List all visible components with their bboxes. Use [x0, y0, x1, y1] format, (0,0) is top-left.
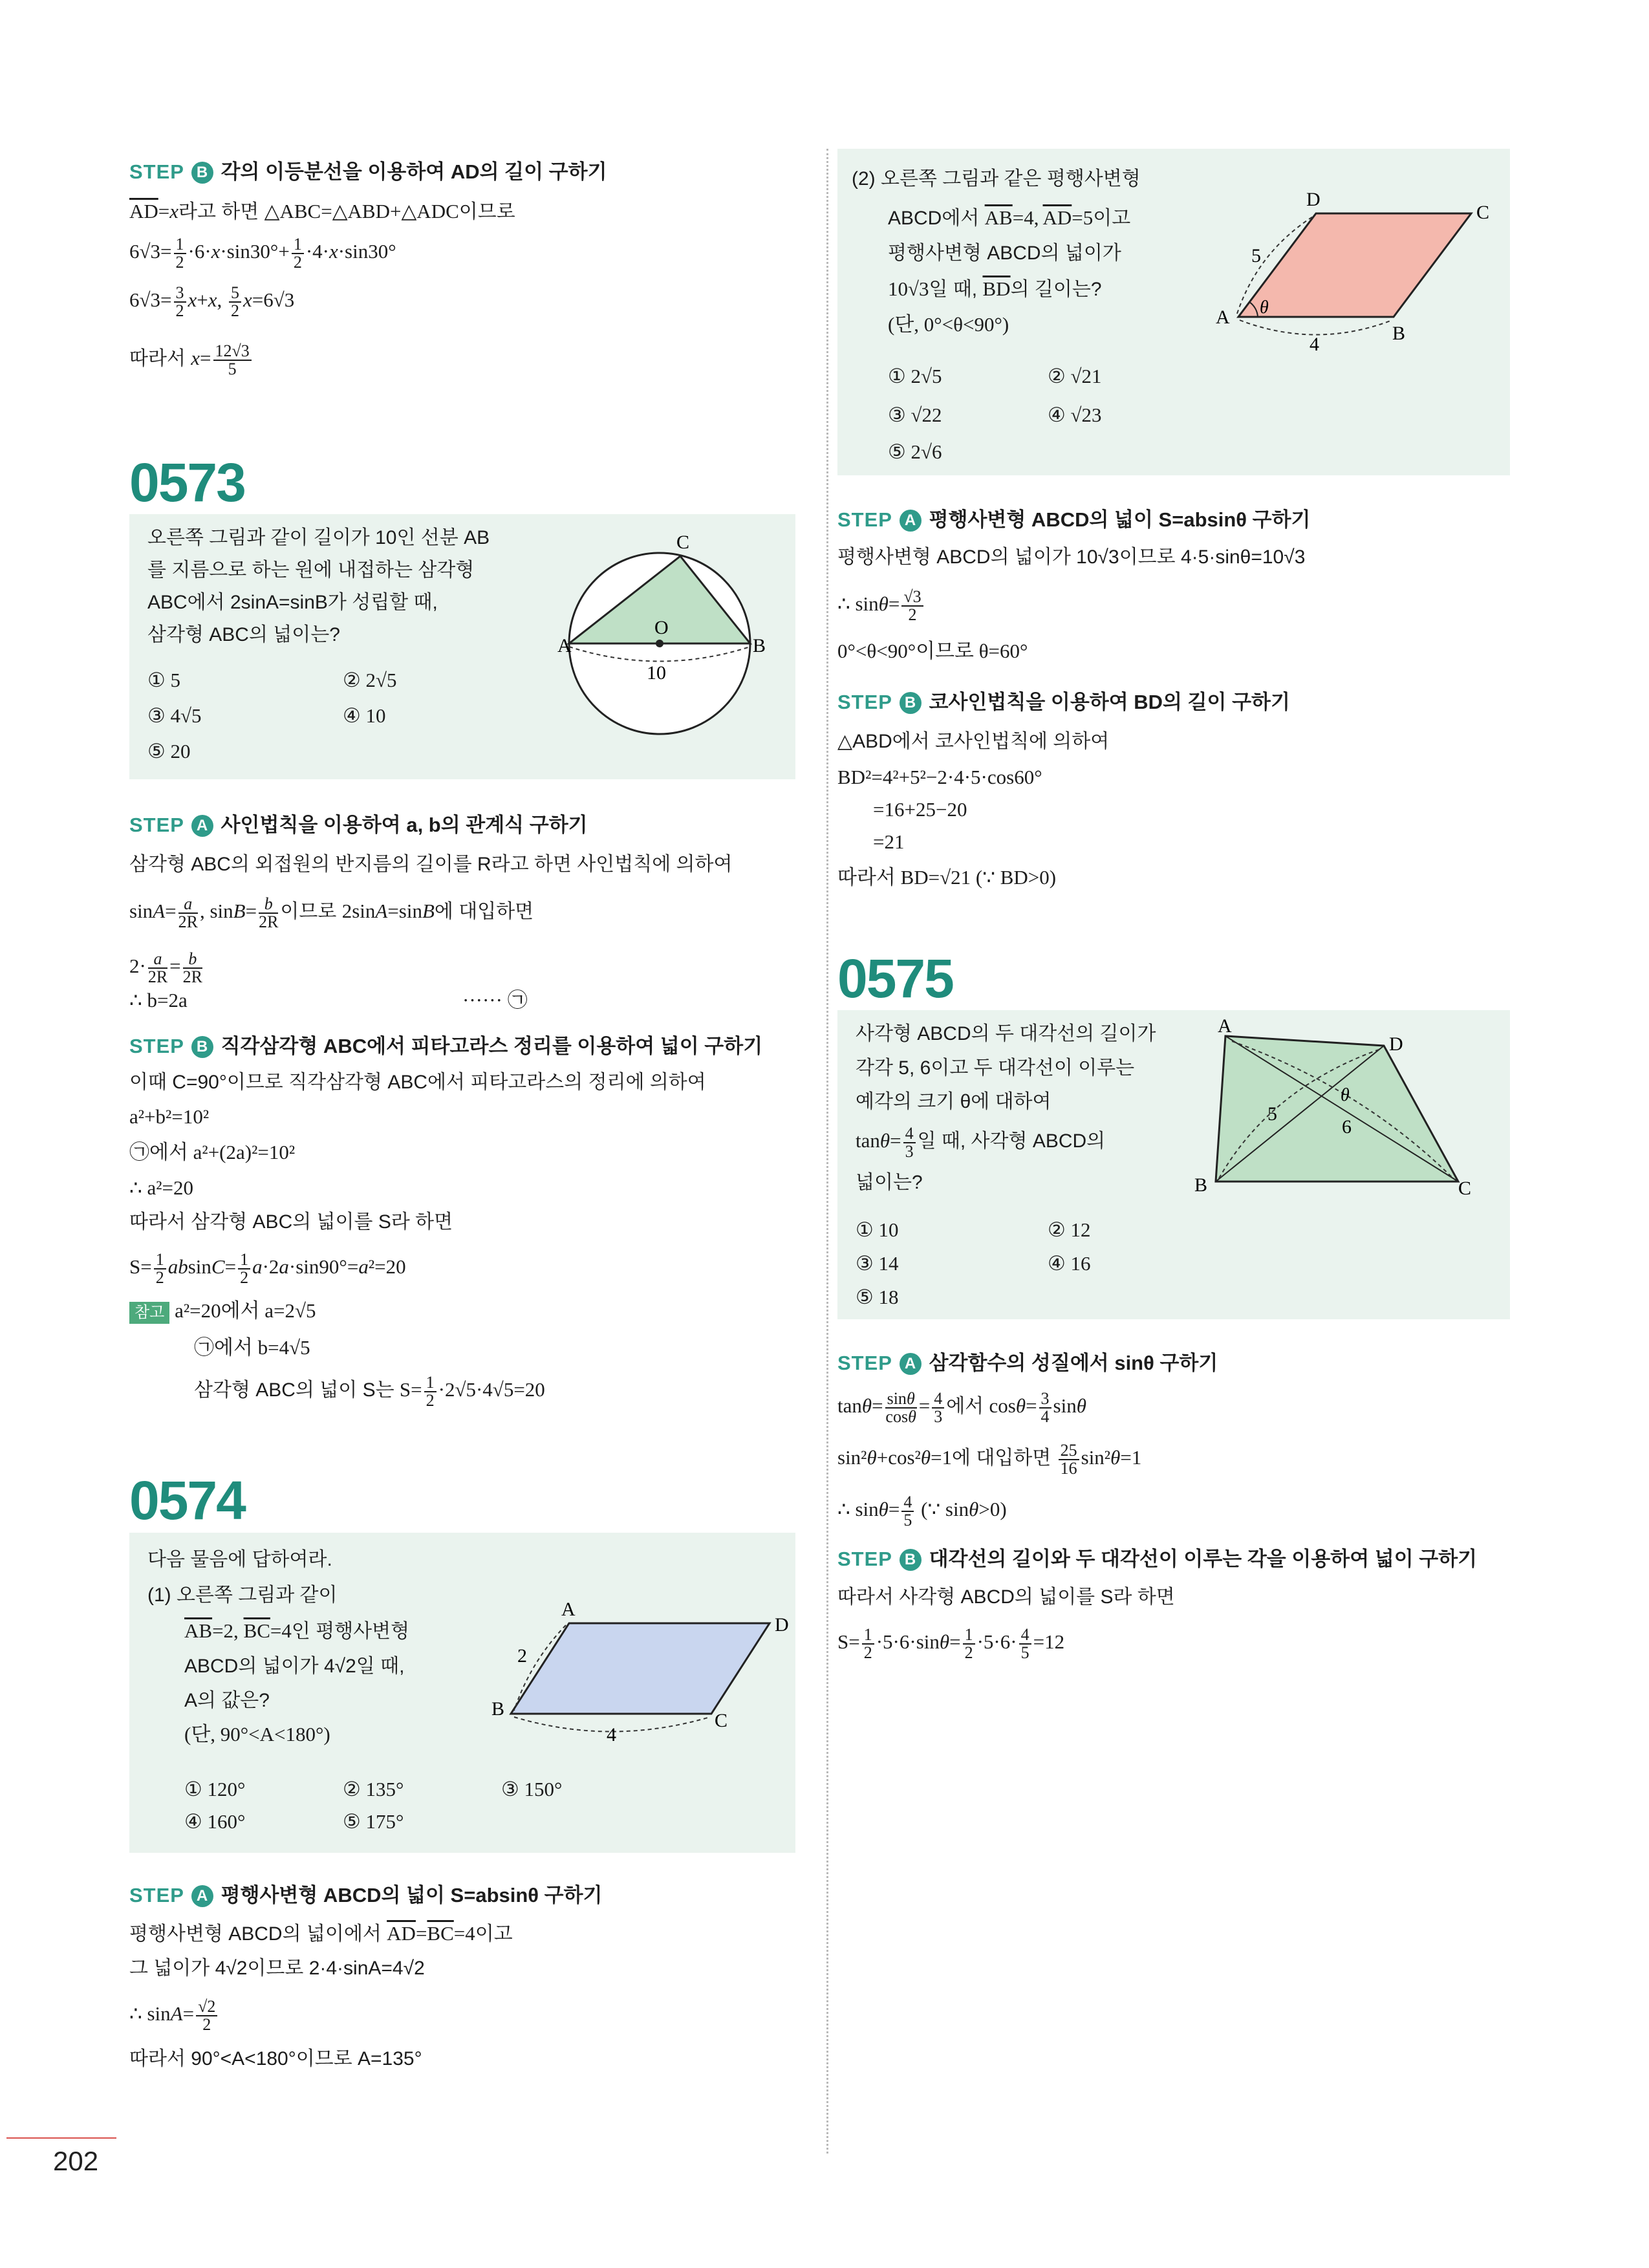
question-text: (단, 90°<A<180°): [184, 1723, 330, 1745]
equation-line: tanθ= $\frac{\sin\theta}{\cos\theta}$ = $\frac{4}{3}$ 에서 cosθ= $\frac{3}{4}$ sinθ: [837, 1389, 1086, 1426]
label-4: 4: [1310, 334, 1319, 355]
equation-line: sinA= $\frac{a}{2R}$ , sinB= $\frac{b}{2R}$ 이므로 2sinA=sinB에 대입하면: [129, 894, 534, 931]
text-line: 따라서 삼각형 ABC의 넓이를 S라 하면: [129, 1211, 453, 1233]
question-text: 넓이는?: [856, 1172, 923, 1193]
label-10: 10: [647, 662, 666, 684]
text-line: 따라서 사각형 ABCD의 넓이를 S라 하면: [837, 1586, 1175, 1608]
question-text: 10√3일 때, $\overline{BD}$의 길이는?: [888, 277, 1102, 300]
choice-5: ⑤ 175°: [343, 1810, 404, 1833]
question-text: tanθ= $\frac{4}{3}$ 일 때, 사각형 ABCD의: [856, 1124, 1106, 1161]
question-text: 를 지름으로 하는 원에 내접하는 삼각형: [147, 559, 475, 581]
text-line: 평행사변형 ABCD의 넓이에서 $\overline{AD}=\overline{BC}=4$이고: [129, 1922, 513, 1945]
label-A: A: [561, 1599, 576, 1620]
text-line: $\overline{AD}=x$라고 하면 △ABC=△ABD+△ADC이므로: [129, 200, 515, 222]
label-C: C: [715, 1710, 728, 1731]
equation-line: ∴ sinθ= $\frac{4}{5}$ (∵ sinθ>0): [837, 1493, 1007, 1529]
choice-4: ④ 10: [343, 704, 386, 727]
column-divider: [826, 149, 828, 2154]
choice-2: ② 2√5: [343, 669, 397, 691]
label-A: A: [1216, 307, 1230, 328]
question-box-0574-2: [837, 149, 1510, 475]
label-C: C: [676, 532, 690, 553]
equation-line: 2· $\frac{a}{2R}$ = $\frac{b}{2R}$: [129, 949, 202, 986]
text-line: 평행사변형 ABCD의 넓이가 10√3이므로 4·5·sinθ=10√3: [837, 546, 1306, 568]
parallelogram-figure-1: [466, 1539, 789, 1753]
question-number: 0575: [837, 948, 953, 1009]
page-number: 202: [53, 2146, 99, 2176]
reference-line: 삼각형 ABC의 넓이 S는 S= $\frac{1}{2}$ ·2√5·4√5=20: [194, 1373, 545, 1410]
choice-1: ① 120°: [184, 1778, 246, 1800]
question-number: 0573: [129, 452, 245, 513]
choice-2: ② 12: [1048, 1218, 1091, 1241]
choice-3: ③ 150°: [501, 1778, 563, 1800]
label-5: 5: [1267, 1103, 1277, 1125]
question-text: 오른쪽 그림과 같이 길이가 10인 선분 AB: [147, 527, 490, 548]
quadrilateral-figure: [1187, 1017, 1497, 1204]
question-text: 평행사변형 ABCD의 넓이가: [888, 243, 1121, 264]
equation-line: a²+b²=10²: [129, 1105, 210, 1128]
question-text: ABCD의 넓이가 4√2일 때,: [184, 1656, 405, 1677]
label-O: O: [654, 617, 669, 638]
step-a-heading-0575: STEP A 삼각함수의 성질에서 sinθ 구하기: [837, 1352, 1218, 1374]
equation-line: 6√3= $\frac{3}{2}$ x+x, $\frac{5}{2}$ x=6√3: [129, 283, 295, 320]
question-text: 삼각형 ABC의 넓이는?: [147, 624, 340, 645]
circle-triangle-figure: [543, 517, 789, 770]
choice-4: ④ 16: [1048, 1252, 1091, 1275]
equation-line: ㉠에서 a²+(2a)²=10²: [129, 1141, 296, 1163]
label-theta: θ: [1341, 1085, 1350, 1105]
label-4: 4: [607, 1724, 616, 1745]
choice-5: ⑤ 18: [856, 1286, 899, 1308]
equation-mark: ······ ㉠: [462, 989, 528, 1011]
question-box-0575: [837, 1010, 1510, 1319]
text-line: 따라서 90°<A<180°이므로 A=135°: [129, 2048, 422, 2069]
text-line: 그 넓이가 4√2이므로 2·4·sinA=4√2: [129, 1958, 425, 1979]
choice-1: ① 5: [147, 669, 181, 691]
label-6: 6: [1342, 1116, 1352, 1138]
label-D: D: [1306, 189, 1320, 210]
label-D: D: [1389, 1033, 1403, 1055]
choice-2: ② √21: [1048, 365, 1102, 387]
question-text: (1) 오른쪽 그림과 같이: [147, 1584, 338, 1606]
equation-line: sin²θ+cos²θ=1에 대입하면 $\frac{25}{16}$ sin²θ=1: [837, 1441, 1142, 1478]
label-B: B: [1194, 1174, 1208, 1196]
choice-3: ③ 4√5: [147, 704, 202, 727]
question-number: 0574: [129, 1470, 245, 1531]
choice-1: ① 2√5: [888, 365, 942, 387]
page-number-rule: [6, 2137, 116, 2139]
equation-line: ∴ sinθ= $\frac{√3}{2}$: [837, 589, 925, 623]
step-a-heading-0573: STEP A 사인법칙을 이용하여 a, b의 관계식 구하기: [129, 814, 588, 836]
equation-line: BD²=4²+5²−2·4·5·cos60°: [837, 766, 1042, 788]
step-a-heading-0574-1: STEP A 평행사변형 ABCD의 넓이 S=absinθ 구하기: [129, 1884, 603, 1906]
text-line: 이때 C=90°이므로 직각삼각형 ABC에서 피타고라스의 정리에 의하여: [129, 1072, 706, 1093]
choice-4: ④ 160°: [184, 1810, 246, 1833]
label-D: D: [775, 1614, 789, 1636]
choice-5: ⑤ 2√6: [888, 440, 942, 463]
question-text: $\overline{AB}=2$, $\overline{BC}=4$인 평행사변형: [184, 1619, 410, 1642]
choice-5: ⑤ 20: [147, 740, 191, 762]
step-a-heading-0574-2: STEP A 평행사변형 ABCD의 넓이 S=absinθ 구하기: [837, 508, 1311, 531]
label-A: A: [557, 635, 572, 656]
equation-line: S= $\frac{1}{2}$ absinC= $\frac{1}{2}$ a·2a·sin90°=a²=20: [129, 1250, 406, 1287]
reference-line: 참고 a²=20에서 a=2√5: [129, 1297, 316, 1325]
label-5: 5: [1251, 245, 1261, 266]
reference-badge: 참고: [129, 1302, 169, 1324]
label-B: B: [753, 635, 766, 656]
question-text: A의 값은?: [184, 1690, 270, 1711]
reference-line: ㉠에서 b=4√5: [194, 1336, 310, 1359]
question-text: (단, 0°<θ<90°): [888, 313, 1009, 336]
equation-line: =16+25−20: [873, 798, 967, 821]
question-text: 사각형 ABCD의 두 대각선의 길이가: [856, 1023, 1156, 1044]
text-line: △ABD에서 코사인법칙에 의하여: [837, 731, 1110, 752]
equation-line: S= $\frac{1}{2}$ ·5·6·sinθ= $\frac{1}{2}$ ·5·6· $\frac{4}{5}$ =12: [837, 1625, 1065, 1662]
step-b-heading-0574-2: STEP B 코사인법칙을 이용하여 BD의 길이 구하기: [837, 691, 1290, 713]
label-C: C: [1458, 1178, 1472, 1199]
step-b-heading-0575: STEP B 대각선의 길이와 두 대각선이 이루는 각을 이용하여 넓이 구하기: [837, 1548, 1478, 1570]
equation-line: 따라서 BD=√21 (∵ BD>0): [837, 866, 1057, 889]
label-C: C: [1476, 202, 1490, 223]
label-B: B: [1392, 323, 1406, 344]
question-text: 각각 5, 6이고 두 대각선이 이루는: [856, 1057, 1135, 1079]
choice-3: ③ √22: [888, 404, 942, 426]
equation-line: =21: [873, 830, 905, 853]
choice-3: ③ 14: [856, 1252, 899, 1275]
equation-line: ∴ a²=20: [129, 1176, 194, 1199]
equation-line: ∴ b=2a: [129, 989, 188, 1011]
label-2: 2: [517, 1645, 527, 1667]
question-text: ABCD에서 $\overline{AB}=4$, $\overline{AD}=5$이고: [888, 206, 1131, 229]
text-line: 삼각형 ABC의 외접원의 반지름의 길이를 R라고 하면 사인법칙에 의하여: [129, 854, 733, 875]
question-box-0573: [129, 514, 795, 779]
question-text: 다음 물음에 답하여라.: [147, 1549, 332, 1570]
choice-2: ② 135°: [343, 1778, 404, 1800]
parallelogram-figure-2: [1187, 162, 1497, 369]
step-b-heading-0572: STEP B 각의 이등분선을 이용하여 AD의 길이 구하기: [129, 160, 607, 183]
choice-1: ① 10: [856, 1218, 899, 1241]
question-box-0574-1: [129, 1533, 795, 1853]
question-text: 예각의 크기 θ에 대하여: [856, 1091, 1051, 1112]
label-A: A: [1218, 1017, 1232, 1037]
choice-4: ④ √23: [1048, 404, 1102, 426]
equation-line: ∴ sinA= $\frac{√2}{2}$: [129, 1998, 219, 2033]
question-text: (2) 오른쪽 그림과 같은 평행사변형: [852, 168, 1141, 189]
question-text: ABC에서 2sinA=sinB가 성립할 때,: [147, 592, 438, 613]
label-B: B: [491, 1698, 505, 1720]
equation-line: 6√3= $\frac{1}{2}$ ·6·x·sin30°+ $\frac{1}{2}$ ·4·x·sin30°: [129, 235, 396, 272]
equation-line: 따라서 x= $\frac{12√3}{5}$: [129, 343, 253, 378]
step-b-heading-0573: STEP B 직각삼각형 ABC에서 피타고라스 정리를 이용하여 넓이 구하기: [129, 1035, 763, 1057]
label-theta: θ: [1260, 297, 1269, 318]
equation-line: 0°<θ<90°이므로 θ=60°: [837, 640, 1028, 662]
